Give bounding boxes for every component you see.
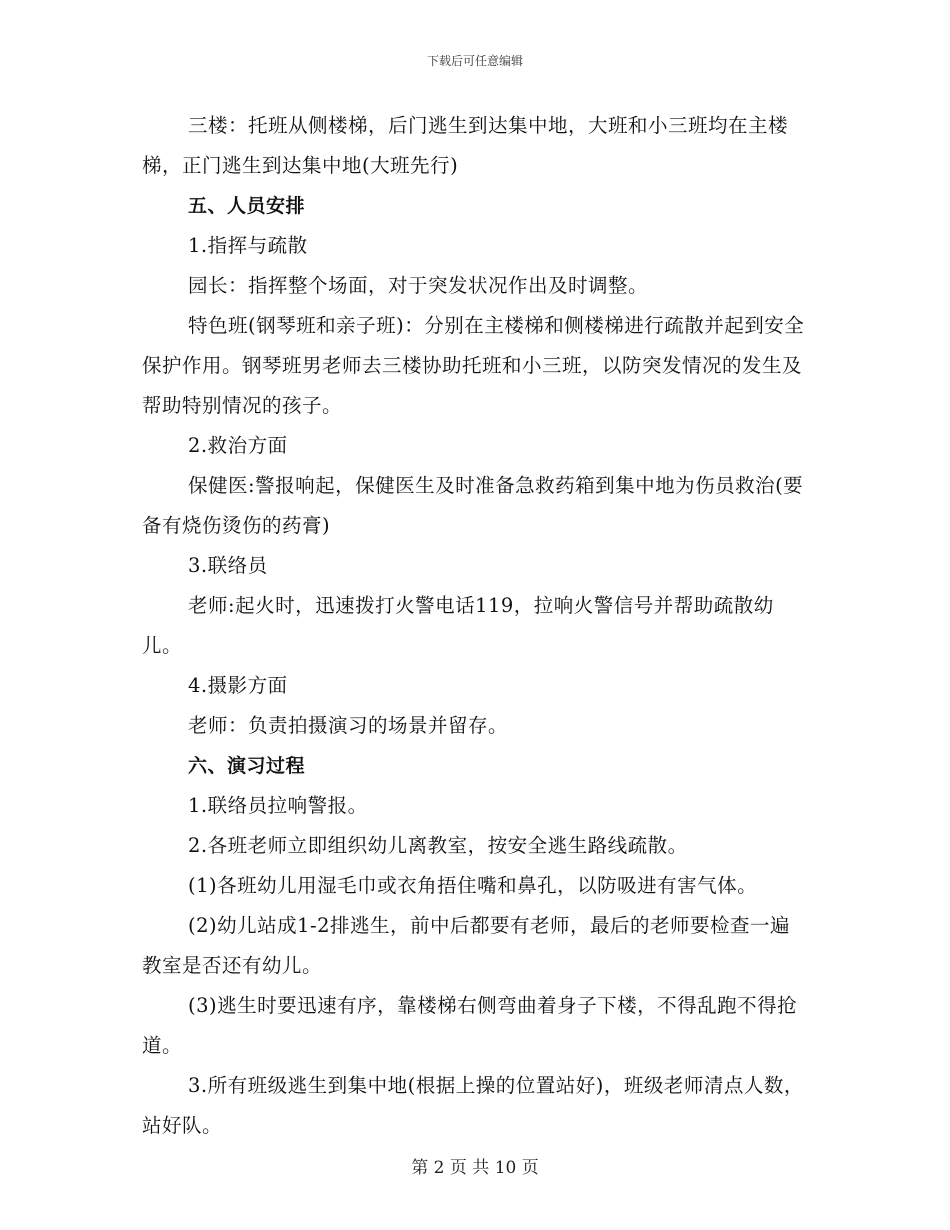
subheading-treatment: 2.救治方面 xyxy=(188,434,288,457)
paragraph-photo-teacher: 老师：负责拍摄演习的场景并留存。 xyxy=(188,714,509,737)
paragraph-special-class: 特色班(钢琴班和亲子班)：分别在主楼梯和侧楼梯进行疏散并起到安全保护作用。钢琴班男老师去三楼协助托班和小三班，以防突发情况的发生及帮助特别情况的孩子。 xyxy=(142,314,805,417)
section-heading-drill: 六、演习过程 xyxy=(188,755,306,777)
paragraph-step-3: 3.所有班级逃生到集中地(根据上操的位置站好)，班级老师清点人数，站好队。 xyxy=(142,1074,804,1137)
section-heading-personnel: 五、人员安排 xyxy=(188,195,306,217)
paragraph-step-2: 2.各班老师立即组织幼儿离教室，按安全逃生路线疏散。 xyxy=(188,834,688,857)
paragraph-doctor: 保健医:警报响起，保健医生及时准备急救药箱到集中地为伤员救治(要备有烧伤烫伤的药膏) xyxy=(142,474,804,537)
page-header: 下载后可任意编辑 xyxy=(426,54,523,68)
subheading-command: 1.指挥与疏散 xyxy=(188,234,308,257)
paragraph-third-floor: 三楼：托班从侧楼梯，后门逃生到达集中地，大班和小三班均在主楼梯，正门逃生到达集中地(大班先行) xyxy=(142,114,789,177)
document-body xyxy=(142,106,807,1146)
subheading-photography: 4.摄影方面 xyxy=(188,674,288,697)
subheading-liaison: 3.联络员 xyxy=(188,554,268,577)
paragraph-step-2-1: (1)各班幼儿用湿毛巾或衣角捂住嘴和鼻孔，以防吸进有害气体。 xyxy=(188,874,758,897)
paragraph-step-2-3: (3)逃生时要迅速有序，靠楼梯右侧弯曲着身子下楼，不得乱跑不得抢道。 xyxy=(142,994,798,1057)
paragraph-step-1: 1.联络员拉响警报。 xyxy=(188,794,368,817)
paragraph-director: 园长：指挥整个场面，对于突发状况作出及时调整。 xyxy=(188,274,649,297)
page-number-footer: 第 2 页 共 10 页 xyxy=(411,1158,539,1178)
paragraph-liaison-teacher: 老师:起火时，迅速拨打火警电话119，拉响火警信号并帮助疏散幼儿。 xyxy=(142,594,774,657)
paragraph-step-2-2: (2)幼儿站成1-2排逃生，前中后都要有老师，最后的老师要检查一遍教室是否还有幼儿。 xyxy=(142,914,791,977)
